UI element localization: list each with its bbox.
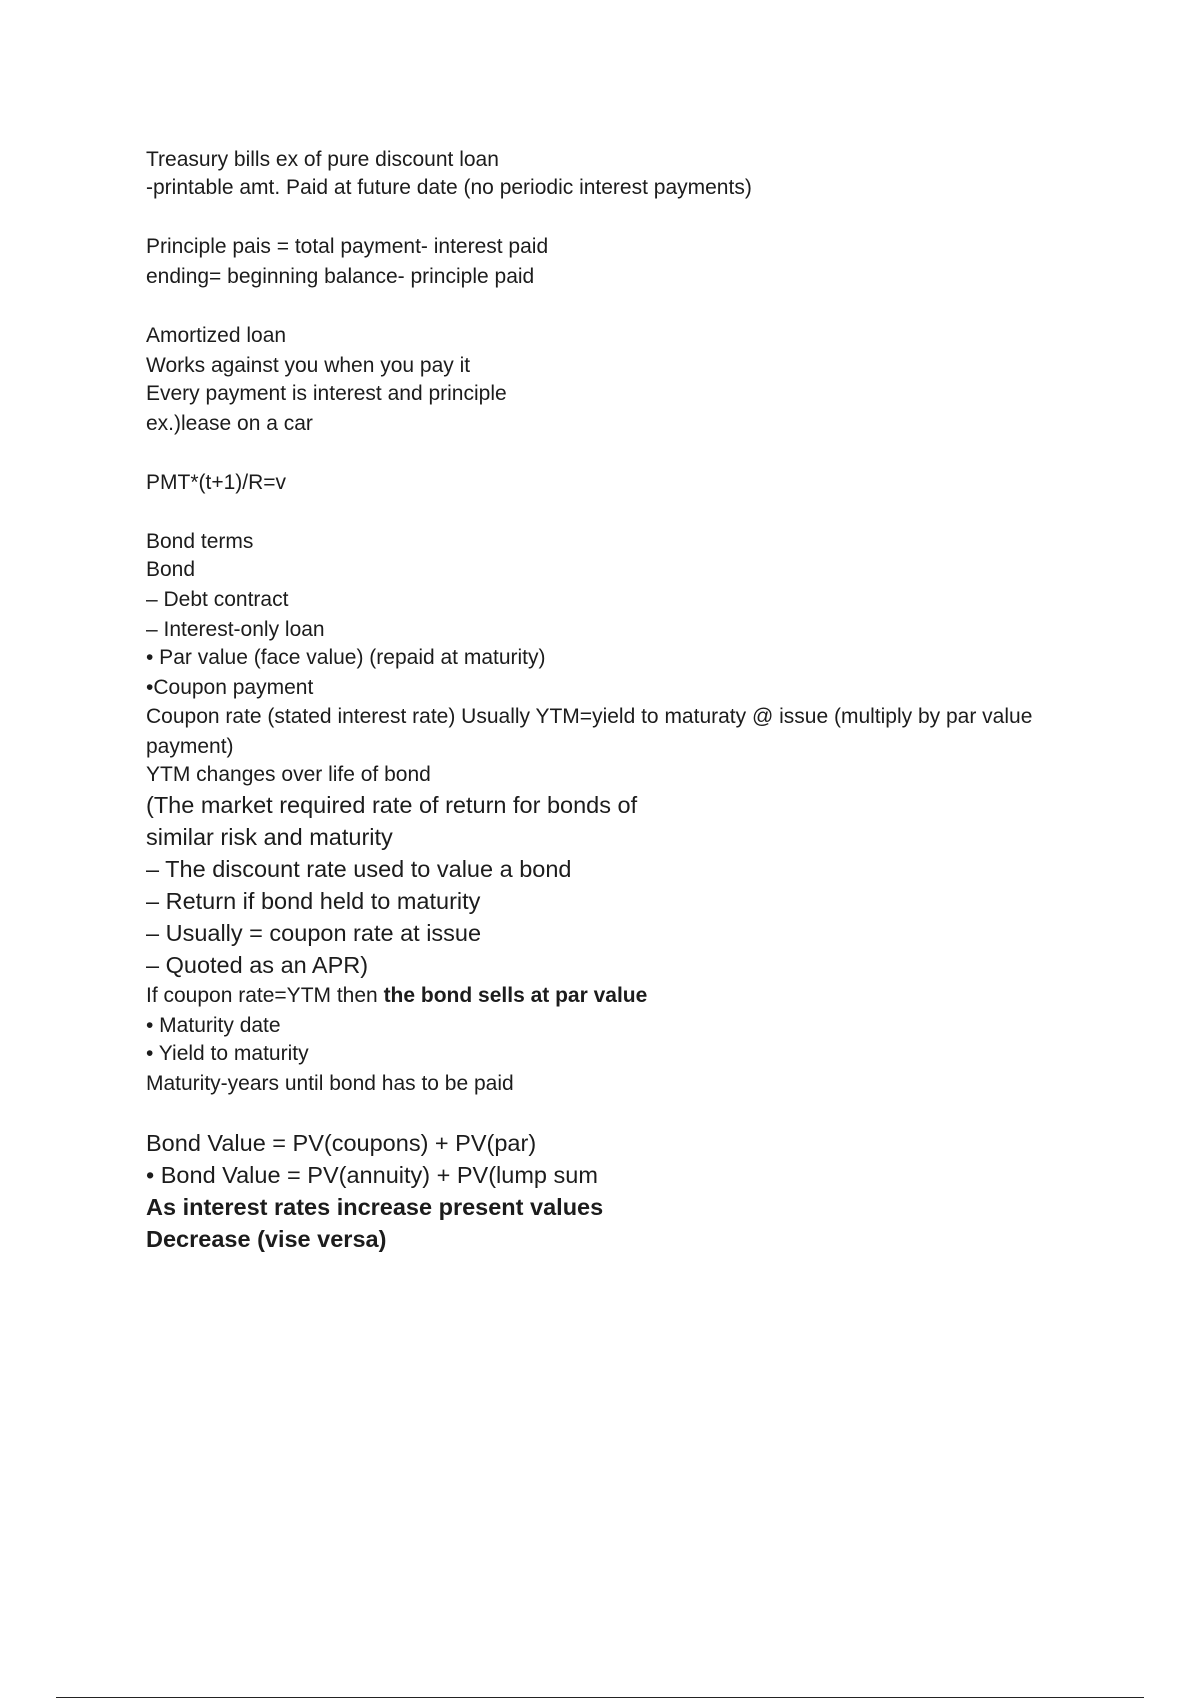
ytm-changes-line: YTM changes over life of bond [146,763,431,786]
amortized-title: Amortized loan [146,324,287,347]
market-rate-line-2: similar risk and maturity [146,824,393,850]
par-condition-plain: If coupon rate=YTM then [146,984,384,1007]
amortized-line-3: ex.)lease on a car [146,412,313,435]
coupon-rate-line-1: Coupon rate (stated interest rate) Usually YTM=yield to maturaty @ issue (multiply by par value [146,705,1033,728]
par-condition-line [146,985,647,1006]
amortized-line-1: Works against you when you pay it [146,354,471,377]
bond-label: Bond [146,558,196,581]
usually-coupon-item: – Usually = coupon rate at issue [146,920,482,946]
principle-paid-line: Principle pais = total payment- interest paid [146,235,549,258]
treasury-title: Treasury bills ex of pure discount loan [146,148,499,171]
coupon-payment-item: •Coupon payment [146,676,314,699]
market-rate-line-1: (The market required rate of return for bonds of [146,792,638,818]
ending-balance-line: ending= beginning balance- principle paid [146,265,535,288]
rates-increase-line: As interest rates increase present values [146,1194,604,1220]
par-value-item: • Par value (face value) (repaid at maturity) [146,646,546,669]
interest-only-item: – Interest-only loan [146,618,325,641]
maturity-date-item: • Maturity date [146,1014,281,1037]
yield-to-maturity-item: • Yield to maturity [146,1042,309,1065]
par-condition-bold: the bond sells at par value [383,984,648,1007]
amortized-line-2: Every payment is interest and principle [146,382,507,405]
quoted-apr-item: – Quoted as an APR) [146,952,369,978]
maturity-years-line: Maturity-years until bond has to be paid [146,1072,514,1095]
formula-line: PMT*(t+1)/R=v [146,471,287,494]
return-if-held-item: – Return if bond held to maturity [146,888,481,914]
rates-decrease-line: Decrease (vise versa) [146,1226,387,1252]
treasury-detail: -printable amt. Paid at future date (no periodic interest payments) [146,176,752,199]
debt-contract-item: – Debt contract [146,588,289,611]
bond-value-formula-1: Bond Value = PV(coupons) + PV(par) [146,1130,537,1156]
coupon-rate-line-2: payment) [146,735,234,758]
discount-rate-item: – The discount rate used to value a bond [146,856,572,882]
bond-value-formula-2: • Bond Value = PV(annuity) + PV(lump sum [146,1162,598,1188]
footer-rule [56,1697,1144,1698]
bond-terms-heading: Bond terms [146,530,254,553]
